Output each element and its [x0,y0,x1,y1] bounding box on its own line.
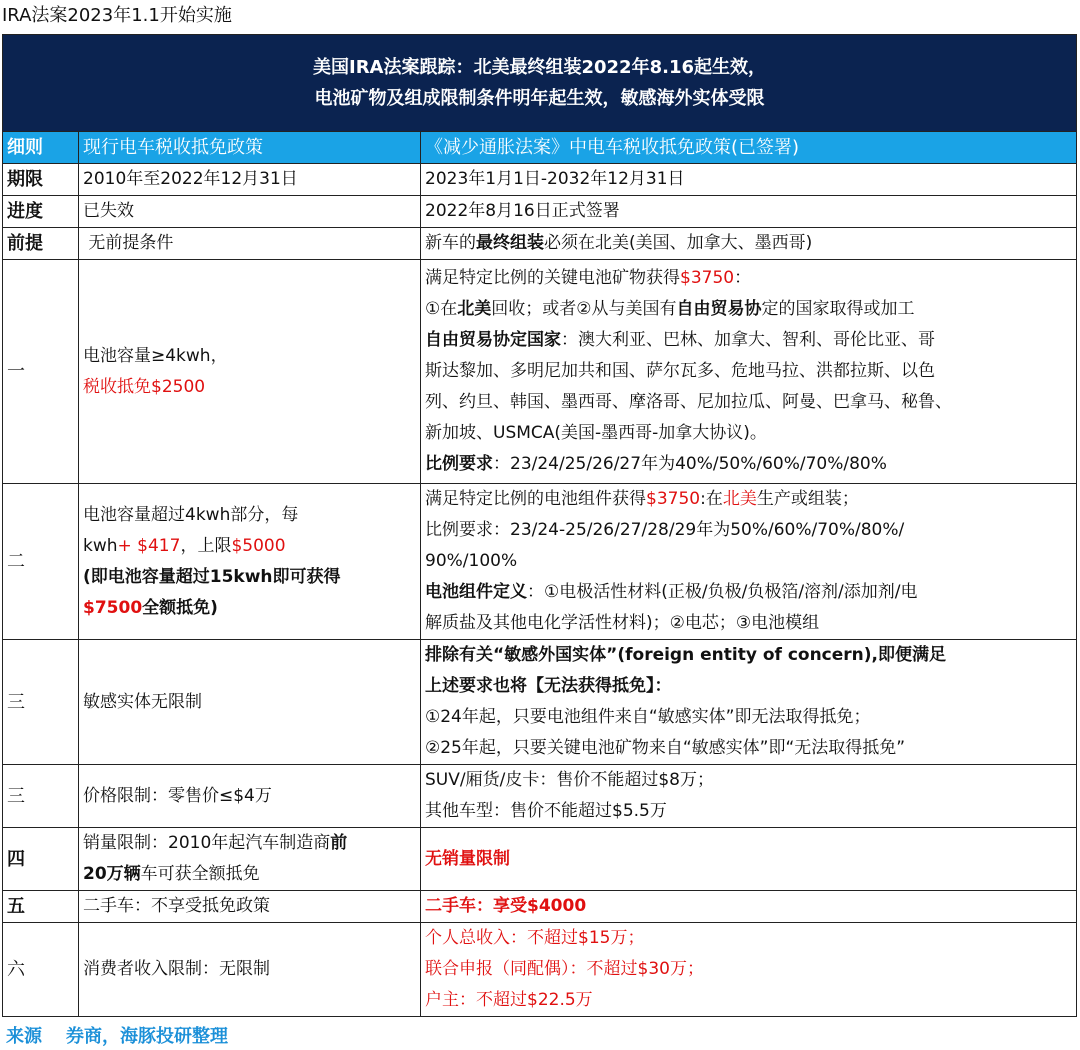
row-ira: 无销量限制 [421,828,1077,891]
row-ira: 满足特定比例的电池组件获得$3750:在北美生产或组装； 比例要求：23/24-25/26/27/28/29年为50%/60%/70%/80%/ 90%/100% 电池组件定义：①电极活性材料(正极/负极/负极箔/溶剂/添加剂/电 解质盐及其他电化学活性材料)；②电芯；③电池模组 [421,484,1077,640]
row-label: 一 [3,260,79,484]
row-label: 二 [3,484,79,640]
source-note [6,1022,252,1048]
row-current: 电池容量超过4kwh部分，每 kwh+ $417，上限$5000 (即电池容量超过15kwh即可获得 $7500全额抵免) [79,484,421,640]
row-ira: 排除有关“敏感外国实体”(foreign entity of concern),即便满足 上述要求也将【无法获得抵免】： ①24年起，只要电池组件来自“敏感实体”即无法取得抵免； ②25年起，只要关键电池矿物来自“敏感实体”即“无法取得抵免” [421,640,1077,765]
row-label: 前提 [3,228,79,260]
table-row [3,640,1077,765]
header-col-ira: 《减少通胀法案》中电车税收抵免政策(已签署) [421,132,1077,164]
row-ira: 满足特定比例的关键电池矿物获得$3750： ①在北美回收；或者②从与美国有自由贸易协定的国家取得或加工 自由贸易协定国家：澳大利亚、巴林、加拿大、智利、哥伦比亚、哥 斯达黎加、多明尼加共和国、萨尔瓦多、危地马拉、洪都拉斯、以色 列、约旦、韩国、墨西哥、摩洛哥、尼加拉瓜、阿曼、巴拿马、秘鲁、 新加坡、USMCA(美国-墨西哥-加拿大协议)。 比例要求：23/24/25/26/27年为40%/50%/60%/70%/80% [421,260,1077,484]
row-ira: 新车的最终组装必须在北美(美国、加拿大、墨西哥) [421,228,1077,260]
row-ira: 2023年1月1日-2032年12月31日 [421,164,1077,196]
source-label: 来源 [6,1026,42,1047]
header-col-detail: 细则 [3,132,79,164]
row-label: 进度 [3,196,79,228]
table-row [3,765,1077,828]
banner-line-1: 美国IRA法案跟踪：北美最终组装2022年8.16起生效， [313,57,766,78]
row-current: 销量限制：2010年起汽车制造商前 20万辆车可获全额抵免 [79,828,421,891]
ira-policy-table [2,34,1077,1017]
row-current: 二手车：不享受抵免政策 [79,891,421,923]
row-current: 电池容量≥4kwh， 税收抵免$2500 [79,260,421,484]
table-row [3,228,1077,260]
table-header-row [3,132,1077,164]
row-label: 四 [3,828,79,891]
row-label: 三 [3,765,79,828]
row-label: 期限 [3,164,79,196]
table-row [3,923,1077,1017]
table-caption: IRA法案2023年1.1开始实施 [2,5,232,26]
source-text: 券商，海豚投研整理 [66,1026,228,1047]
row-current: 消费者收入限制：无限制 [79,923,421,1017]
row-ira: SUV/厢货/皮卡：售价不能超过$8万； 其他车型：售价不能超过$5.5万 [421,765,1077,828]
row-current: 2010年至2022年12月31日 [79,164,421,196]
row-label: 三 [3,640,79,765]
row-current: 已失效 [79,196,421,228]
row-current: 无前提条件 [79,228,421,260]
header-col-current: 现行电车税收抵免政策 [79,132,421,164]
table-row [3,484,1077,640]
table-banner [3,35,1077,132]
table-row [3,891,1077,923]
row-ira: 个人总收入：不超过$15万； 联合申报（同配偶）：不超过$30万； 户主：不超过$22.5万 [421,923,1077,1017]
table-row [3,828,1077,891]
row-label: 五 [3,891,79,923]
row-label: 六 [3,923,79,1017]
table-row [3,196,1077,228]
row-ira: 二手车：享受$4000 [421,891,1077,923]
banner-line-2: 电池矿物及组成限制条件明年起生效，敏感海外实体受限 [314,88,765,109]
row-ira: 2022年8月16日正式签署 [421,196,1077,228]
row-current: 敏感实体无限制 [79,640,421,765]
row-current: 价格限制：零售价≤$4万 [79,765,421,828]
table-row [3,260,1077,484]
table-row [3,164,1077,196]
